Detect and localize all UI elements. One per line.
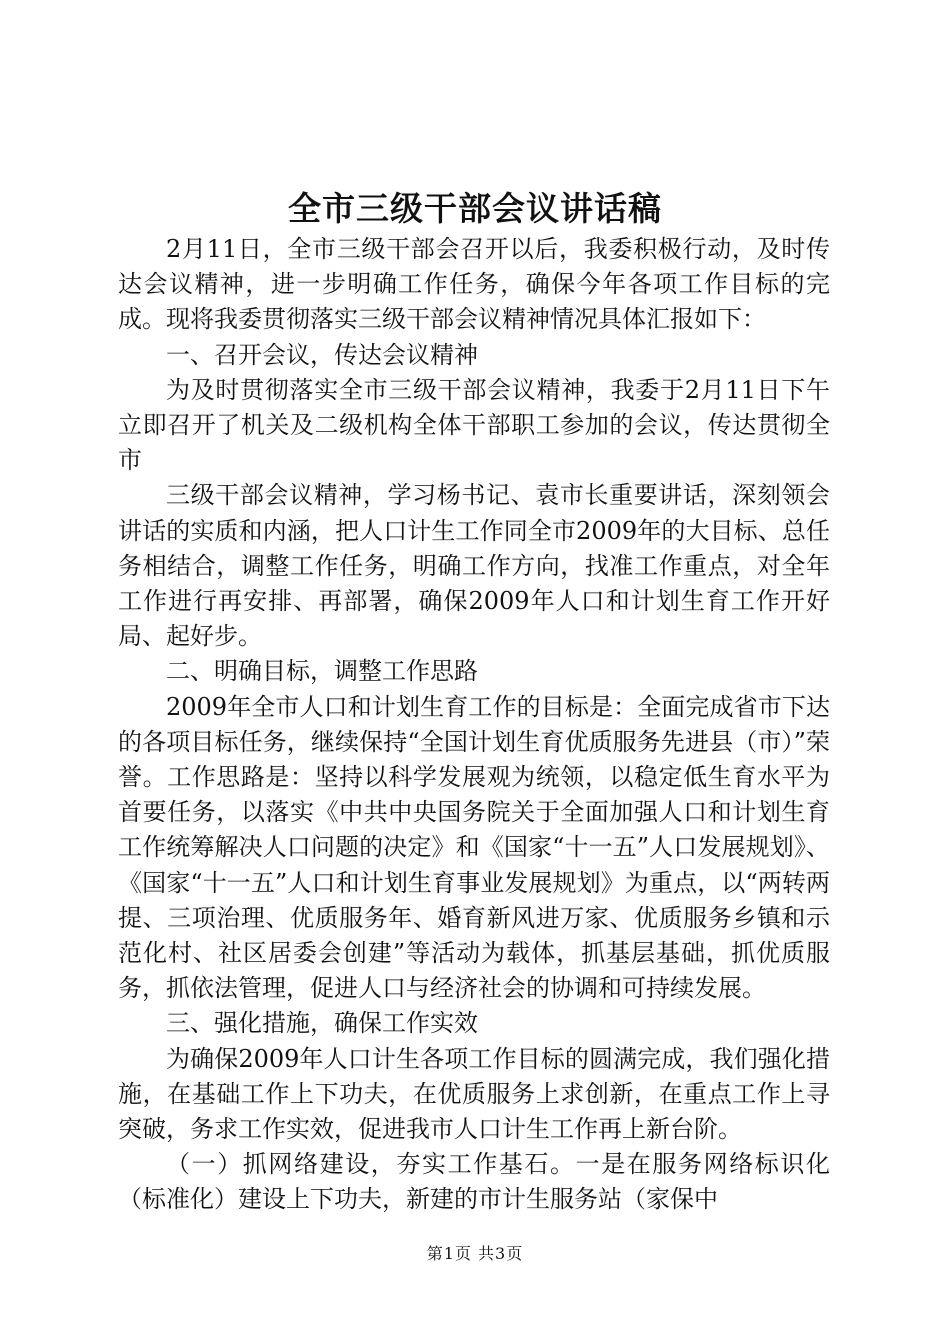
paragraph-section-1b: 三级干部会议精神，学习杨书记、袁市长重要讲话，深刻领会讲话的实质和内涵，把人口计生工作同全市2009年的大目标、总任务相结合，调整工作任务，明确工作方向，找准工作重点，对全年工作进行再安排、再部署，确保2009年人口和计划生育工作开好局、起好步。	[118, 481, 830, 651]
paragraph-subsection-1: （一）抓网络建设，夯实工作基石。一是在服务网络标识化（标准化）建设上下功夫，新建的市计生服务站（家保中	[118, 1150, 830, 1214]
paragraph-intro: 2月11日，全市三级干部会召开以后，我委积极行动，及时传达会议精神，进一步明确工作任务，确保今年各项工作目标的完成。现将我委贯彻落实三级干部会议精神情况具体汇报如下：	[118, 235, 830, 334]
page-number-footer: 第1页 共3页	[426, 1244, 524, 1263]
paragraph-section-1a: 为及时贯彻落实全市三级干部会议精神，我委于2月11日下午立即召开了机关及二级机构全体干部职工参加的会议，传达贯彻全市	[118, 375, 830, 475]
paragraph-section-3: 为确保2009年人口计生各项工作目标的圆满完成，我们强化措施，在基础工作上下功夫，在优质服务上求创新，在重点工作上寻突破，务求工作实效，促进我市人口计生工作再上新台阶。	[118, 1044, 830, 1144]
section-heading-3: 三、强化措施，确保工作实效	[166, 1009, 478, 1038]
section-heading-1: 一、召开会议，传达会议精神	[166, 340, 478, 369]
document-title: 全市三级干部会议讲话稿	[288, 189, 662, 228]
paragraph-section-2: 2009年全市人口和计划生育工作的目标是：全面完成省市下达的各项目标任务，继续保持“全国计划生育优质服务先进县（市）”荣誉。工作思路是：坚持以科学发展观为统领，以稳定低生育水平为首要任务，以落实《中共中央国务院关于全面加强人口和计划生育工作统筹解决人口问题的决定》和《国家“十一五”人口发展规划》、《国家“十一五”人口和计划生育事业发展规划》为重点，以“两转两提、三项治理、优质服务年、婚育新风进万家、优质服务乡镇和示范化村、社区居委会创建”等活动为载体，抓基层基础，抓优质服务，抓依法管理，促进人口与经济社会的协调和可持续发展。	[118, 692, 830, 1003]
document-body	[118, 232, 830, 1218]
section-heading-2: 二、明确目标，调整工作思路	[166, 657, 478, 686]
